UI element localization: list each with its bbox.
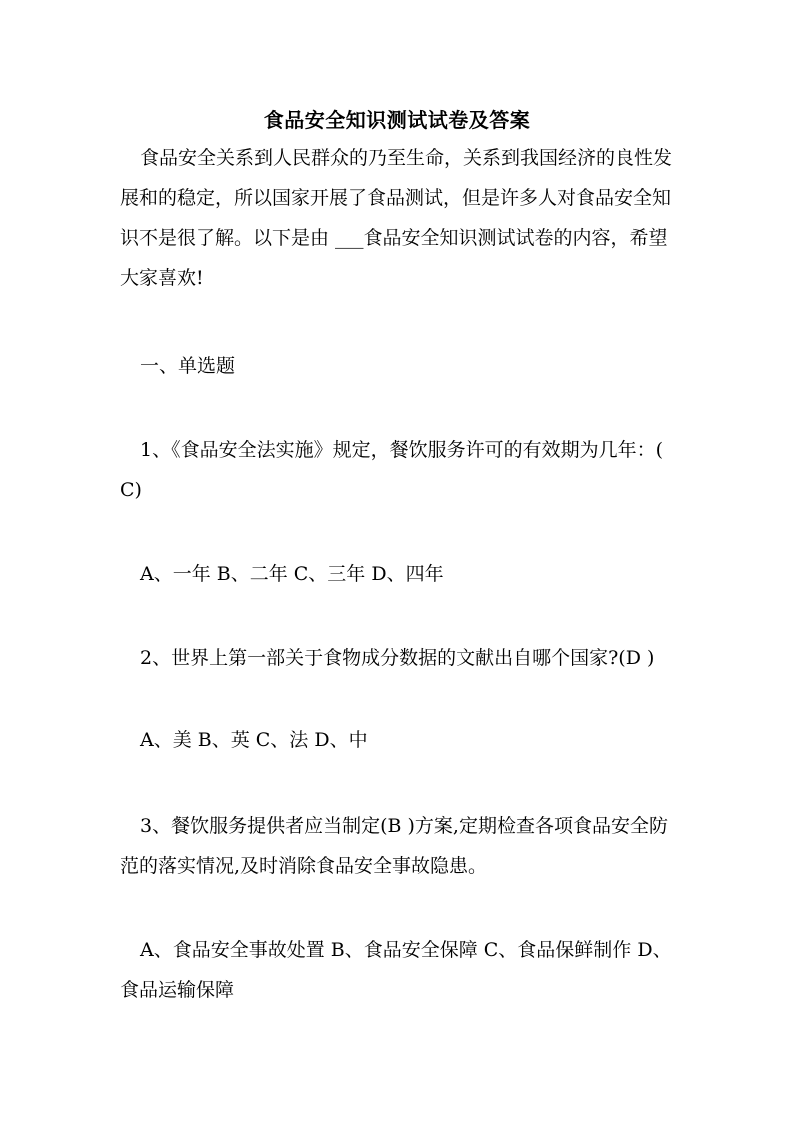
intro-paragraph: 食品安全关系到人民群众的乃至生命，关系到我国经济的良性发展和的稳定，所以国家开展了食品测试，但是许多人对食品安全知识不是很了解。以下是由 ___食品安全知识测试试卷的内容，希望大家喜欢! <box>120 147 673 289</box>
document-title: 食品安全知识测试试卷及答案 <box>263 108 531 132</box>
question-1-stem: 1、《食品安全法实施》规定，餐饮服务许可的有效期为几年：( C) <box>120 439 664 501</box>
question-2-options: A、美 B、英 C、法 D、中 <box>140 729 368 751</box>
question-3-options: A、食品安全事故处置 B、食品安全保障 C、食品保鲜制作 D、食品运输保障 <box>120 939 672 1001</box>
section-heading: 一、单选题 <box>140 355 236 377</box>
question-2-stem: 2、世界上第一部关于食物成分数据的文献出自哪个国家?(D ) <box>140 647 655 669</box>
question-1-options: A、一年 B、二年 C、三年 D、四年 <box>140 563 444 585</box>
question-3-stem: 3、餐饮服务提供者应当制定(B )方案,定期检查各项食品安全防范的落实情况,及时消除食品安全事故隐患。 <box>120 815 668 877</box>
